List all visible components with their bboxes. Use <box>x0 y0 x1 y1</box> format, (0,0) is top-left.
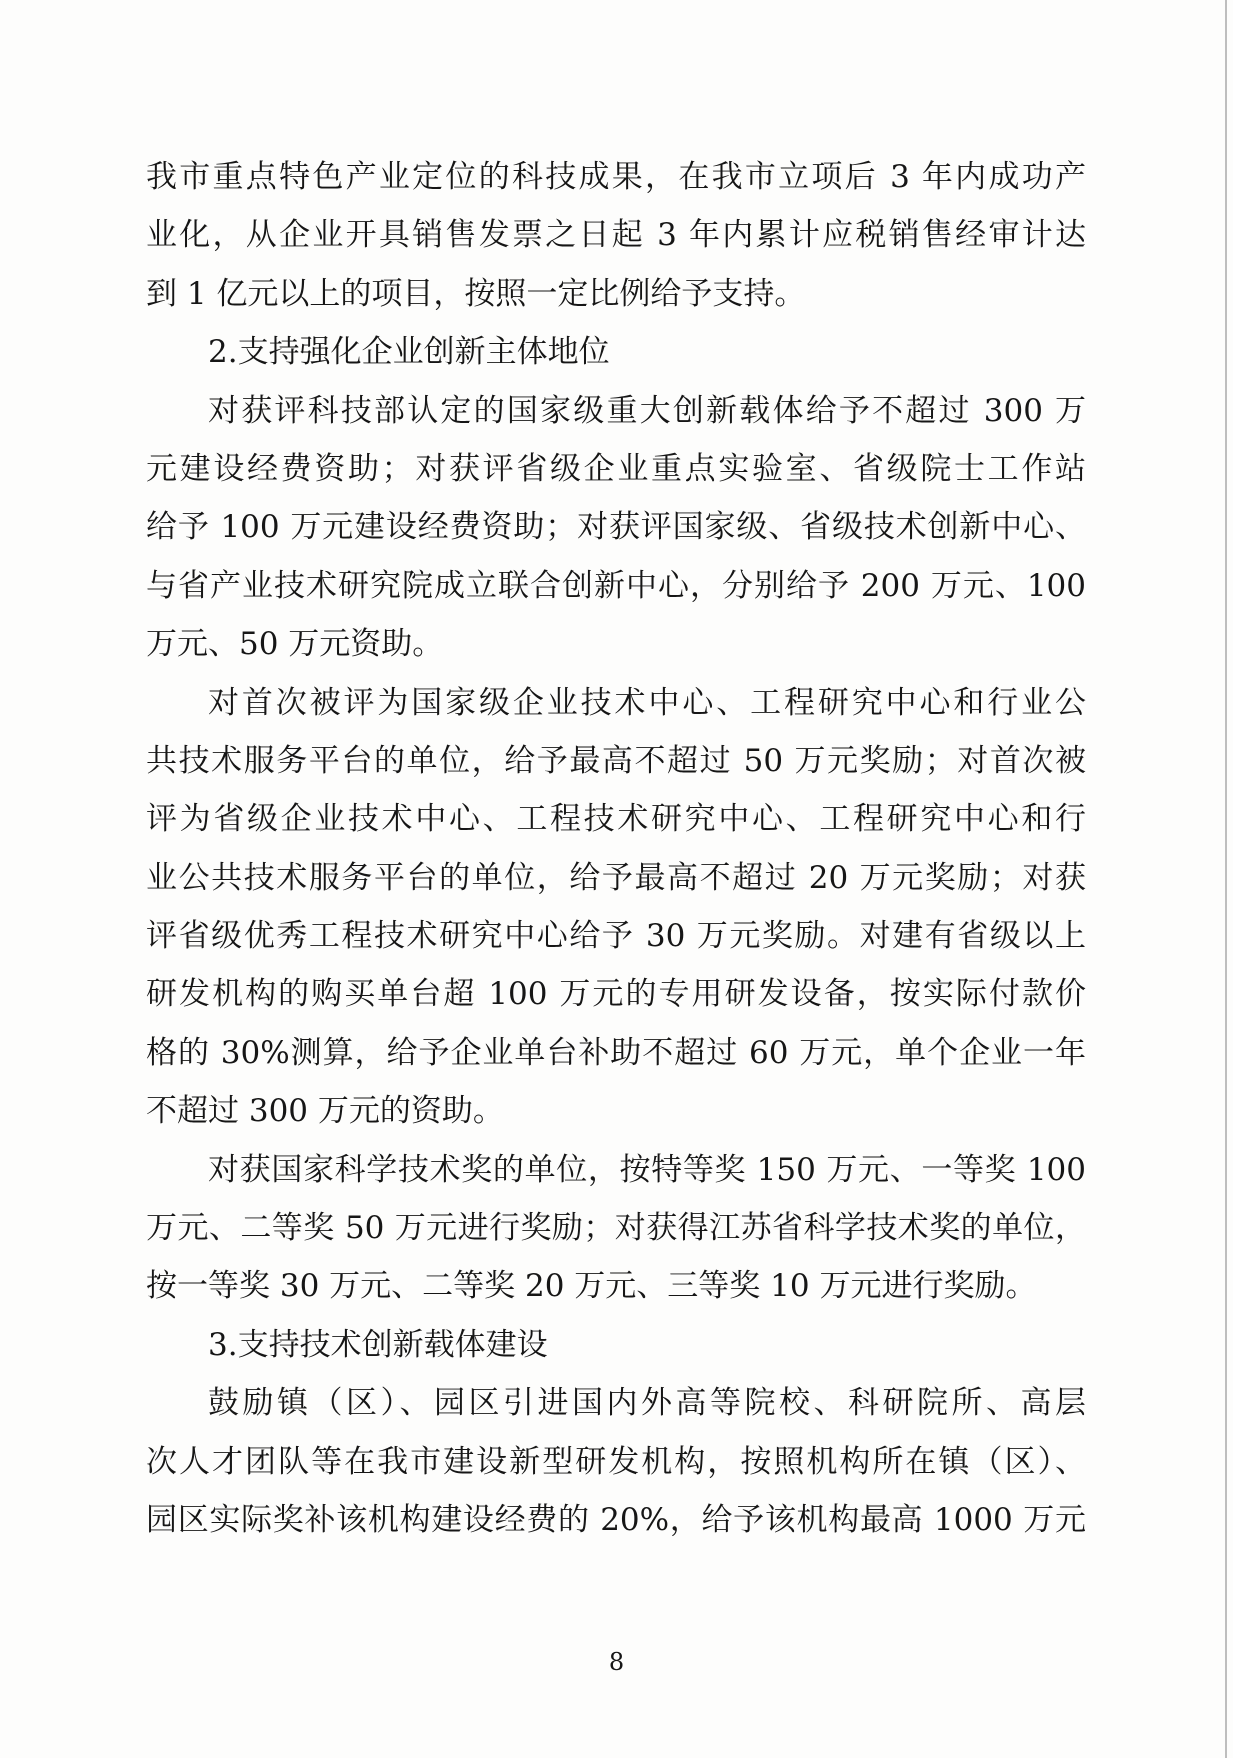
text-line: 共技术服务平台的单位，给予最高不超过 50 万元奖励；对首次被 <box>146 742 1086 779</box>
text-line: 万元、二等奖 50 万元进行奖励；对获得江苏省科学技术奖的单位， <box>146 1210 1086 1247</box>
text-line: 评为省级企业技术中心、工程技术研究中心、工程研究中心和行 <box>146 801 1086 838</box>
text-line: 万元、50 万元资助。 <box>146 626 444 663</box>
text-line: 元建设经费资助；对获评省级企业重点实验室、省级院士工作站 <box>146 450 1086 487</box>
text-line: 格的 30%测算，给予企业单台补助不超过 60 万元，单个企业一年 <box>146 1034 1086 1071</box>
text-line: 业化，从企业开具销售发票之日起 3 年内累计应税销售经审计达 <box>146 217 1086 254</box>
text-line: 按一等奖 30 万元、二等奖 20 万元、三等奖 10 万元进行奖励。 <box>146 1268 1037 1305</box>
text-line: 对获国家科学技术奖的单位，按特等奖 150 万元、一等奖 100 <box>208 1151 1086 1188</box>
text-line: 不超过 300 万元的资助。 <box>146 1093 504 1130</box>
text-line: 我市重点特色产业定位的科技成果，在我市立项后 3 年内成功产 <box>146 159 1086 195</box>
text-line: 对首次被评为国家级企业技术中心、工程研究中心和行业公 <box>208 684 1086 721</box>
text-line: 鼓励镇（区）、园区引进国内外高等院校、科研院所、高层 <box>208 1385 1086 1422</box>
text-line: 给予 100 万元建设经费资助；对获评国家级、省级技术创新中心、 <box>146 509 1086 546</box>
document-body <box>146 148 1086 1549</box>
paragraph <box>146 1374 1086 1549</box>
text-line: 到 1 亿元以上的项目，按照一定比例给予支持。 <box>146 275 806 312</box>
text-line: 评省级优秀工程技术研究中心给予 30 万元奖励。对建有省级以上 <box>146 918 1086 955</box>
section-heading: 2.支持强化企业创新主体地位 <box>208 334 610 371</box>
text-line: 对获评科技部认定的国家级重大创新载体给予不超过 300 万 <box>208 392 1086 429</box>
text-line: 与省产业技术研究院成立联合创新中心，分别给予 200 万元、100 <box>146 567 1086 604</box>
text-line: 研发机构的购买单台超 100 万元的专用研发设备，按实际付款价 <box>146 976 1086 1013</box>
text-line: 次人才团队等在我市建设新型研发机构，按照机构所在镇（区）、 <box>146 1443 1086 1480</box>
paragraph <box>146 148 1086 323</box>
scan-edge-line <box>1225 0 1227 1758</box>
paragraph <box>146 382 1086 674</box>
paragraph <box>146 674 1086 1141</box>
page-number: 8 <box>608 1648 625 1676</box>
text-line: 业公共技术服务平台的单位，给予最高不超过 20 万元奖励；对获 <box>146 859 1086 896</box>
section-heading: 3.支持技术创新载体建设 <box>208 1326 548 1363</box>
paragraph <box>146 1141 1086 1316</box>
text-line: 园区实际奖补该机构建设经费的 20%，给予该机构最高 1000 万元 <box>146 1501 1086 1538</box>
